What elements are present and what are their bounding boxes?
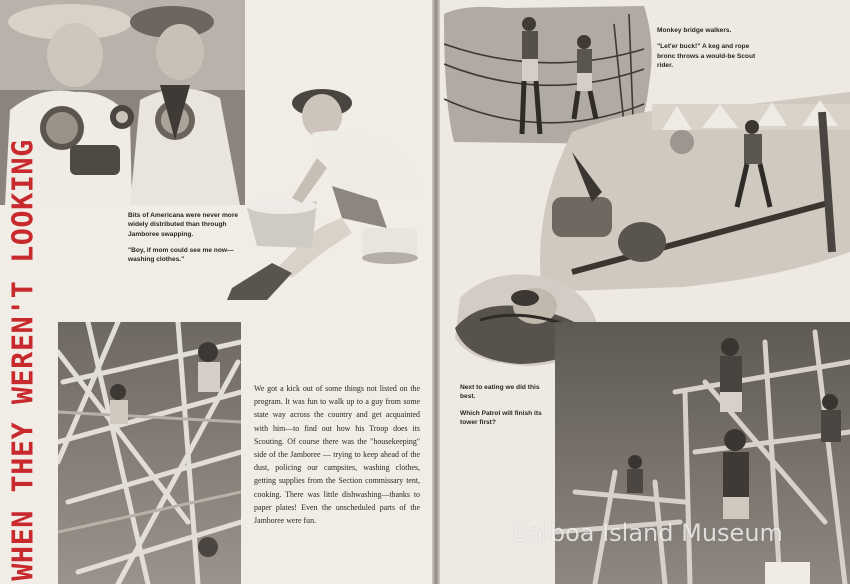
boy-washing-photo [222, 68, 430, 308]
right-page [440, 0, 850, 584]
caption-tower: Which Patrol will finish its tower first? [460, 409, 542, 426]
book-gutter [432, 0, 440, 584]
tower-building-photo-left [58, 322, 241, 584]
article-body-text: We got a kick out of some things not listed on the program. It was fun to walk up to a guy from some state way across the country and get acquainted with him—to find out how his Troop does its Scouting. Of course there was the "housekeeping" side of the Jamboree — trying to keep ahead of the dust, policing our campsites, washing clothes, getting supplies from the Section commissary tent, cooking. There was little dishwashing—thanks to paper plates! Even the unscheduled parts of the Jamboree were fun. [254, 384, 420, 526]
caption-swapping: Bits of Americana were never more widely distributed than through Jamboree swapping. [128, 212, 239, 238]
caption-bronc: "Let'er buck!" A keg and rope bronc throws a would-be Scout rider. [657, 43, 756, 69]
caption-washing: "Boy, if mom could see me now—washing clothes." [128, 246, 234, 264]
caption-block-right-bottom [460, 383, 555, 434]
caption-monkey-bridge: Monkey bridge walkers. [657, 27, 732, 34]
spread-title [3, 139, 43, 581]
spread-title-text: WHEN THEY WEREN'T LOOKING [6, 139, 40, 581]
keg-bronc-photo [532, 92, 850, 292]
caption-block-right-top [657, 26, 769, 77]
caption-eating: Next to eating we did this best. [460, 384, 540, 401]
museum-watermark: Balboa Island Museum [512, 519, 783, 547]
caption-block-left [128, 211, 253, 271]
